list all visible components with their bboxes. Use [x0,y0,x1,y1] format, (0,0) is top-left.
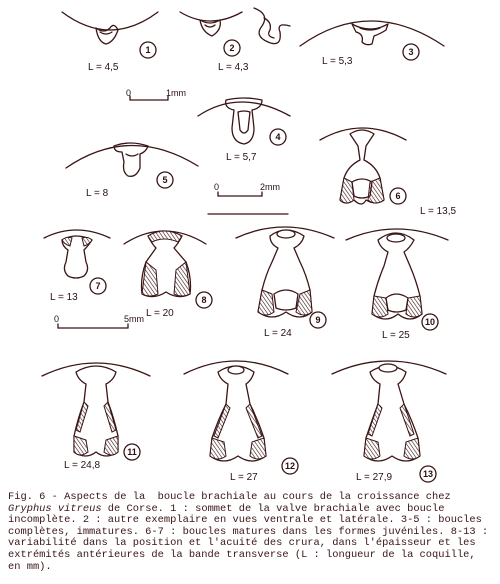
specimen-7-drawing [44,230,110,278]
scale-2mm-zero: 0 [214,182,220,192]
specimen-12-label: L = 27 [230,472,258,483]
specimen-7-number: 7 [95,281,101,291]
specimen-1-label: L = 4,5 [88,62,119,73]
specimen-3-number: 3 [408,47,414,57]
scale-5mm-unit: 5mm [124,314,144,324]
specimen-3-drawing [300,21,444,46]
scale-1mm-unit: 1mm [166,88,186,98]
specimen-13-label: L = 27,9 [356,472,393,483]
specimen-11-drawing [42,363,150,456]
caption-text-part2: de Corse. 1 : sommet de la valve brachiale avec boucle incomplète. 2 : autre exemplaire en vues ventrale et latérale. 3-5 : boucles complètes, immatures. 6-7 : boucles matures dans les formes juvéniles. 8-13 : variabilité dans la position et l'acuité des crura, dans l'épaisseur et les extrémités antérieures de la bande transverse (L : longueur de la coquille, en mm). [8,502,495,573]
specimen-8-number: 8 [201,295,207,305]
specimen-1-number: 1 [145,45,151,55]
caption-genus: Gryphus [8,502,52,515]
scale-bar-2mm [218,192,262,196]
specimen-9-label: L = 24 [264,328,292,339]
caption-text-part1: Fig. 6 - Aspects de la boucle brachiale au cours de la croissance chez [8,491,457,503]
specimen-10-drawing [346,229,448,319]
scale-2mm-unit: 2mm [260,182,280,192]
scale-bar-1mm [130,96,168,100]
specimen-6-number: 6 [395,191,401,201]
specimen-11-number: 11 [127,447,137,457]
specimen-8-label: L = 20 [146,308,174,319]
specimen-4-number: 4 [275,132,281,142]
figure-caption [8,492,494,573]
specimen-9-drawing [236,227,334,317]
specimen-13-drawing [332,361,446,461]
specimen-5-label: L = 8 [86,188,109,199]
scale-1mm-zero: 0 [126,88,132,98]
scale-5mm-zero: 0 [54,314,60,324]
specimen-9-number: 9 [315,315,321,325]
specimen-6-label: L = 13,5 [420,206,457,217]
specimen-12-number: 12 [284,461,296,471]
specimen-4-label: L = 5,7 [226,152,257,163]
specimen-10-number: 10 [424,317,436,327]
caption-species: vitreus [57,502,102,515]
specimen-13-number: 13 [422,469,434,479]
scale-bar-5mm [58,324,128,328]
specimen-5-number: 5 [162,175,168,185]
specimen-2-drawing [180,8,290,44]
specimen-1-drawing [62,12,158,44]
specimen-11-label: L = 24,8 [64,460,101,471]
specimen-12-drawing [184,361,288,461]
specimen-2-label: L = 4,3 [218,62,249,73]
specimen-7-label: L = 13 [50,292,78,303]
specimen-10-label: L = 25 [382,330,410,341]
specimen-2-number: 2 [229,43,235,53]
specimen-8-drawing [124,231,206,297]
specimen-3-label: L = 5,3 [322,56,353,67]
specimen-5-drawing [66,143,198,176]
